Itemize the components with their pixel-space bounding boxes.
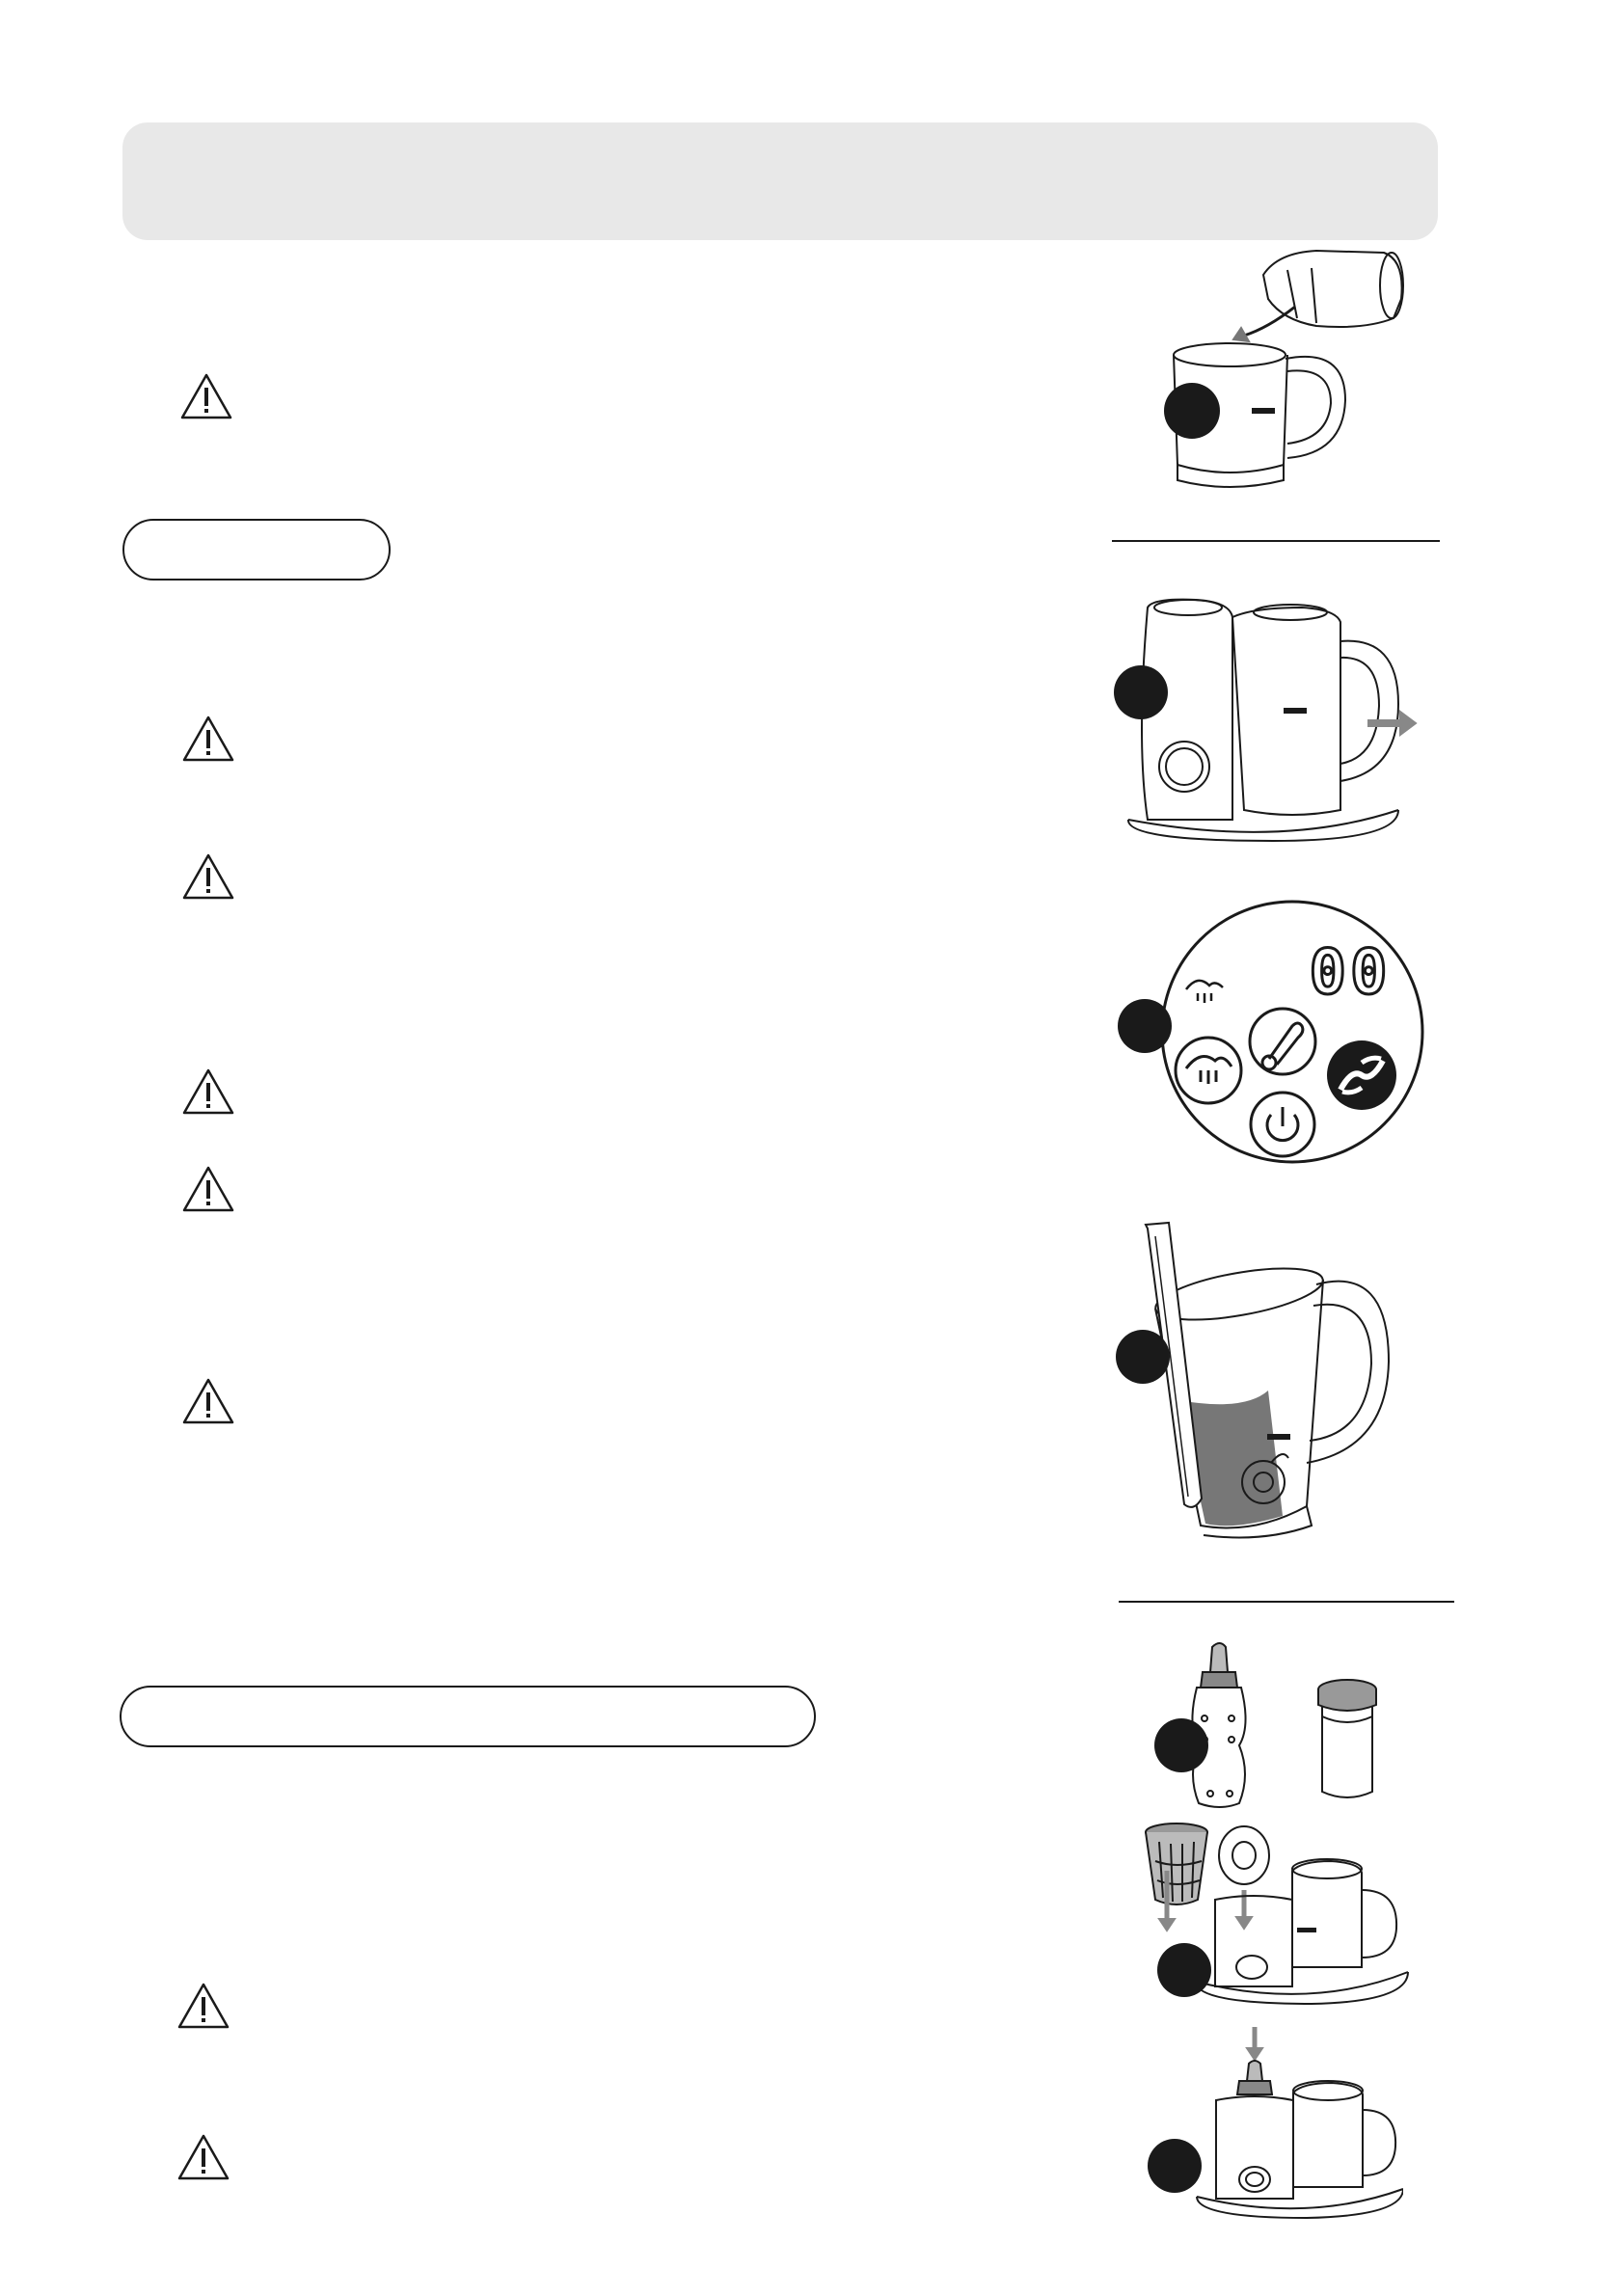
- illustration-bottle-in-unit: [1143, 2025, 1403, 2228]
- warning-icon: [181, 715, 235, 763]
- illustration-jug-spatula: [1109, 1217, 1398, 1545]
- blend-button[interactable]: [1327, 1040, 1396, 1110]
- warning-icon: [181, 1165, 235, 1213]
- temperature-button[interactable]: [1250, 1009, 1315, 1074]
- step-marker-icon: [1148, 2139, 1202, 2193]
- step-marker-icon: [1154, 1718, 1208, 1772]
- illustration-jug-assembly: [1152, 241, 1432, 501]
- steam-button[interactable]: [1176, 1038, 1241, 1103]
- warning-icon: [176, 2133, 230, 2181]
- illustration-divider: [1119, 1601, 1454, 1603]
- warning-icon: [181, 1067, 235, 1116]
- section-heading-box-2: [120, 1686, 816, 1747]
- power-button[interactable]: [1251, 1093, 1314, 1156]
- section-heading-box-1: [122, 519, 391, 581]
- warning-icon: [176, 1982, 230, 2030]
- illustration-basket-insert: [1138, 1813, 1418, 2015]
- illustration-divider: [1112, 540, 1440, 542]
- warning-icon: [179, 372, 233, 420]
- warning-icon: [181, 1377, 235, 1425]
- illustration-base-unit-jug: [1109, 588, 1442, 858]
- illustration-control-panel: [1109, 897, 1427, 1167]
- step-marker-icon: [1164, 383, 1220, 439]
- step-marker-icon: [1116, 1330, 1170, 1384]
- section-header-banner: [122, 122, 1438, 240]
- display-readout: 00: [1309, 937, 1392, 1009]
- illustration-bottle-jar: [1143, 1639, 1403, 1813]
- warning-icon: [181, 852, 235, 901]
- step-marker-icon: [1157, 1943, 1211, 1997]
- step-marker-icon: [1114, 665, 1168, 719]
- step-marker-icon: [1118, 999, 1172, 1053]
